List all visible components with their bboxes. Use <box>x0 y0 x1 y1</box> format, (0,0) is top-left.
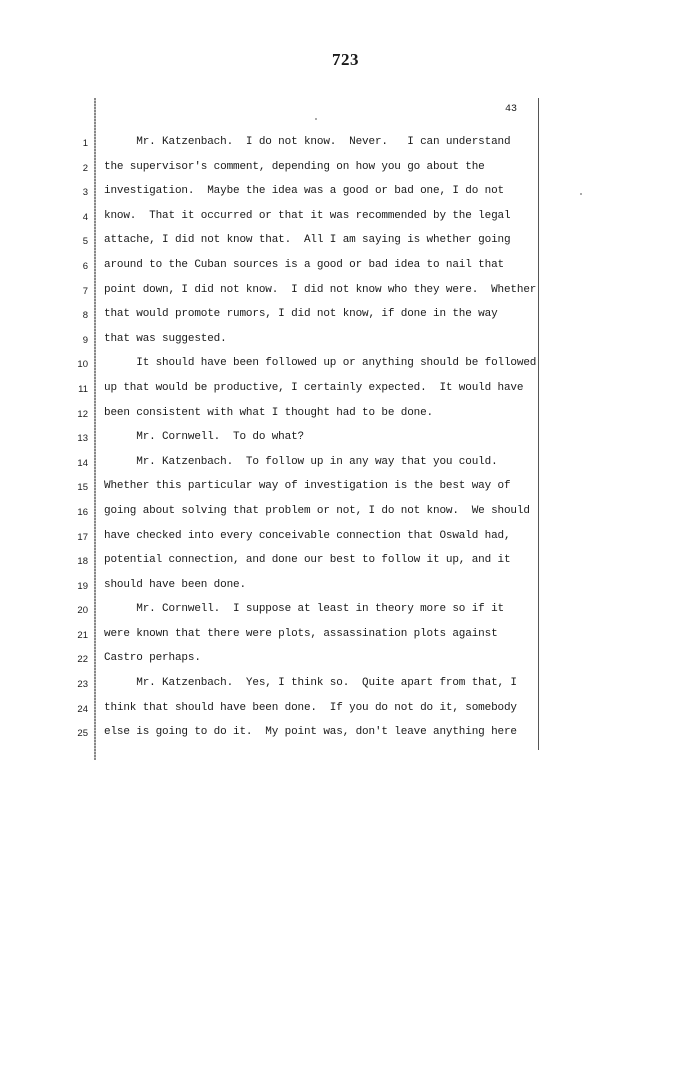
transcript-line <box>0 306 691 331</box>
line-text: around to the Cuban sources is a good or bad idea to nail that <box>104 258 504 271</box>
line-number: 4 <box>82 211 88 223</box>
transcript-line <box>0 552 691 577</box>
transcript-line <box>0 159 691 184</box>
transcript-line <box>0 355 691 380</box>
line-text: were known that there were plots, assassination plots against <box>104 627 498 640</box>
transcript-page-number: 43 <box>505 104 518 115</box>
line-text: should have been done. <box>104 578 246 591</box>
line-text: Mr. Cornwell. I suppose at least in theory more so if it <box>104 603 504 616</box>
transcript-line <box>0 454 691 479</box>
line-text: point down, I did not know. I did not know who they were. Whether <box>104 283 537 296</box>
transcript-line <box>0 675 691 700</box>
line-text: know. That it occurred or that it was recommended by the legal <box>104 209 511 222</box>
line-text: Mr. Cornwell. To do what? <box>104 431 304 444</box>
transcript-line <box>0 650 691 675</box>
transcript-line <box>0 626 691 651</box>
transcript-line <box>0 700 691 725</box>
transcript-line <box>0 380 691 405</box>
line-text: that was suggested. <box>104 332 227 345</box>
transcript-line <box>0 183 691 208</box>
transcript-line <box>0 208 691 233</box>
line-text: think that should have been done. If you do not do it, somebody <box>104 701 517 714</box>
transcript-line <box>0 577 691 602</box>
scan-speck <box>315 118 317 120</box>
line-text: Castro perhaps. <box>104 652 201 665</box>
line-text: up that would be productive, I certainly expected. It would have <box>104 381 524 394</box>
transcript-line <box>0 429 691 454</box>
transcript-line <box>0 478 691 503</box>
line-text: Mr. Katzenbach. Yes, I think so. Quite apart from that, I <box>104 677 517 690</box>
line-number: 19 <box>77 580 88 592</box>
transcript-line <box>0 724 691 749</box>
transcript-line <box>0 257 691 282</box>
line-number: 17 <box>77 531 88 543</box>
line-number: 10 <box>77 359 88 371</box>
transcript-line <box>0 405 691 430</box>
line-number: 6 <box>82 260 88 272</box>
transcript-line <box>0 282 691 307</box>
line-number: 7 <box>82 285 88 297</box>
line-text: else is going to do it. My point was, don't leave anything here <box>104 726 517 739</box>
line-number: 3 <box>82 187 88 199</box>
line-text: going about solving that problem or not, I do not know. We should <box>104 504 530 517</box>
line-number: 25 <box>77 728 88 740</box>
line-text: the supervisor's comment, depending on how you go about the <box>104 160 485 173</box>
transcript-line <box>0 134 691 159</box>
transcript-line <box>0 601 691 626</box>
transcript-line <box>0 503 691 528</box>
transcript-line <box>0 528 691 553</box>
transcript-line <box>0 232 691 257</box>
line-number: 22 <box>77 654 88 666</box>
transcript-body <box>0 134 691 749</box>
line-number: 20 <box>77 605 88 617</box>
line-text: that would promote rumors, I did not know, if done in the way <box>104 308 498 321</box>
line-number: 5 <box>82 236 88 248</box>
line-number: 13 <box>77 433 88 445</box>
line-text: Mr. Katzenbach. I do not know. Never. I can understand <box>104 136 511 148</box>
line-number: 11 <box>78 383 88 395</box>
transcript-line <box>0 331 691 356</box>
line-text: investigation. Maybe the idea was a good or bad one, I do not <box>104 185 504 198</box>
line-number: 18 <box>77 556 88 568</box>
line-text: have checked into every conceivable connection that Oswald had, <box>104 529 511 542</box>
line-number: 2 <box>82 162 88 174</box>
line-text: potential connection, and done our best to follow it up, and it <box>104 554 511 567</box>
line-number: 24 <box>77 703 88 715</box>
line-number: 12 <box>77 408 88 420</box>
line-number: 14 <box>77 457 88 469</box>
line-number: 8 <box>82 310 88 322</box>
line-number: 21 <box>77 629 88 641</box>
line-number: 16 <box>77 506 88 518</box>
line-number: 9 <box>82 334 88 346</box>
line-text: attache, I did not know that. All I am saying is whether going <box>104 234 511 247</box>
line-number: 15 <box>77 482 88 494</box>
line-text: It should have been followed up or anything should be followed <box>104 357 537 370</box>
line-number: 23 <box>77 679 88 691</box>
line-text: Mr. Katzenbach. To follow up in any way that you could. <box>104 455 498 468</box>
document-stamp-number: 723 <box>332 50 359 69</box>
line-text: been consistent with what I thought had to be done. <box>104 406 434 419</box>
line-text: Whether this particular way of investigation is the best way of <box>104 480 511 493</box>
line-number: 1 <box>82 138 88 149</box>
